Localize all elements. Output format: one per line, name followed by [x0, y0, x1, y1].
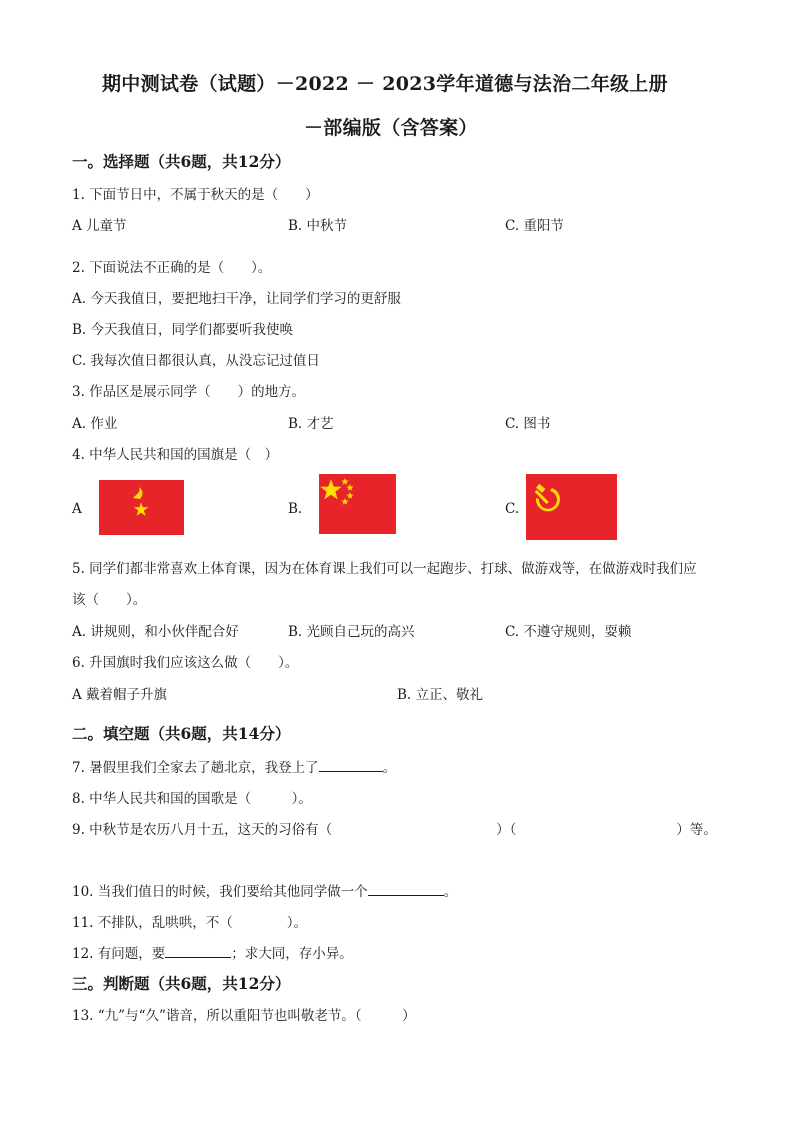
question-6-stem: 6. 升国旗时我们应该这么做（ ）。: [72, 655, 299, 671]
question-1-option-b: B. 中秋节: [288, 218, 348, 234]
section-heading-judgement: 三。判断题（共6题，共12分）: [72, 974, 291, 993]
question-1-option-a: A 儿童节: [72, 218, 127, 234]
young-pioneers-flag-icon: [99, 480, 184, 535]
question-5-stem-line1: 5. 同学们都非常喜欢上体育课，因为在体育课上我们可以一起跑步、打球、做游戏等，在做游戏时我们应: [72, 561, 697, 577]
question-7: [72, 756, 396, 776]
question-2-option-a: A. 今天我值日，要把地扫干净，让同学们学习的更舒服: [72, 291, 401, 307]
question-1-option-c: C. 重阳节: [505, 218, 564, 234]
question-8-stem: 8. 中华人民共和国的国歌是（ ）。: [72, 791, 312, 807]
question-9-mid: ）（: [496, 822, 517, 838]
question-4-stem: 4. 中华人民共和国的国旗是（ ）: [72, 447, 279, 463]
question-12: [72, 942, 353, 962]
question-3-stem: 3. 作品区是展示同学（ ）的地方。: [72, 384, 306, 400]
question-1-stem: 1. 下面节日中，不属于秋天的是（ ）: [72, 187, 319, 203]
question-12-end: ；求大同，存小异。: [231, 946, 353, 962]
question-4-option-b-label: B.: [288, 501, 303, 517]
question-5-option-a: A. 讲规则，和小伙伴配合好: [72, 624, 239, 640]
question-13-stem: 13. “九”与“久”谐音，所以重阳节也叫敬老节。（ ）: [72, 1008, 416, 1024]
question-9-end: ）等。: [676, 822, 717, 838]
question-2-option-b: B. 今天我值日，同学们都要听我使唤: [72, 322, 294, 338]
question-9-stem: 9. 中秋节是农历八月十五，这天的习俗有（: [72, 822, 333, 838]
question-6-option-b: B. 立正、敬礼: [397, 687, 484, 703]
question-3-option-a: A. 作业: [72, 416, 118, 432]
question-9: [72, 818, 717, 838]
question-4-option-c-label: C.: [505, 501, 520, 517]
question-10-end: 。: [443, 884, 458, 900]
question-2-stem: 2. 下面说法不正确的是（ ）。: [72, 260, 272, 276]
five-star-red-flag-icon: [319, 474, 396, 534]
question-3-option-b: B. 才艺: [288, 416, 334, 432]
question-5-option-b: B. 光顾自己玩的高兴: [288, 624, 415, 640]
question-3-option-c: C. 图书: [505, 416, 551, 432]
answer-blank: [319, 759, 383, 772]
section-heading-choice: 一。选择题（共6题，共12分）: [72, 152, 291, 171]
question-12-stem: 12. 有问题，要: [72, 946, 166, 962]
question-10-stem: 10. 当我们值日的时候，我们要给其他同学做一个: [72, 884, 368, 900]
answer-blank: [165, 945, 231, 958]
page-title-line2: －部编版（含答案）: [304, 117, 478, 139]
section-heading-fill-blank: 二。填空题（共6题，共14分）: [72, 724, 291, 743]
question-6-option-a: A 戴着帽子升旗: [72, 687, 168, 703]
question-7-end: 。: [382, 760, 397, 776]
question-5-stem-line2: 该（ ）。: [72, 592, 147, 608]
question-7-stem: 7. 暑假里我们全家去了趟北京，我登上了: [72, 760, 319, 776]
question-10: [72, 880, 457, 900]
page-title-line1: 期中测试卷（试题）－2022 － 2023学年道德与法治二年级上册: [102, 73, 668, 95]
answer-blank: [368, 883, 444, 896]
question-4-option-a-label: A: [72, 501, 82, 517]
question-2-option-c: C. 我每次值日都很认真，从没忘记过值日: [72, 353, 320, 369]
question-11-stem: 11. 不排队，乱哄哄，不（ ）。: [72, 915, 308, 931]
question-5-option-c: C. 不遵守规则，耍赖: [505, 624, 632, 640]
hammer-sickle-flag-icon: [526, 474, 617, 540]
